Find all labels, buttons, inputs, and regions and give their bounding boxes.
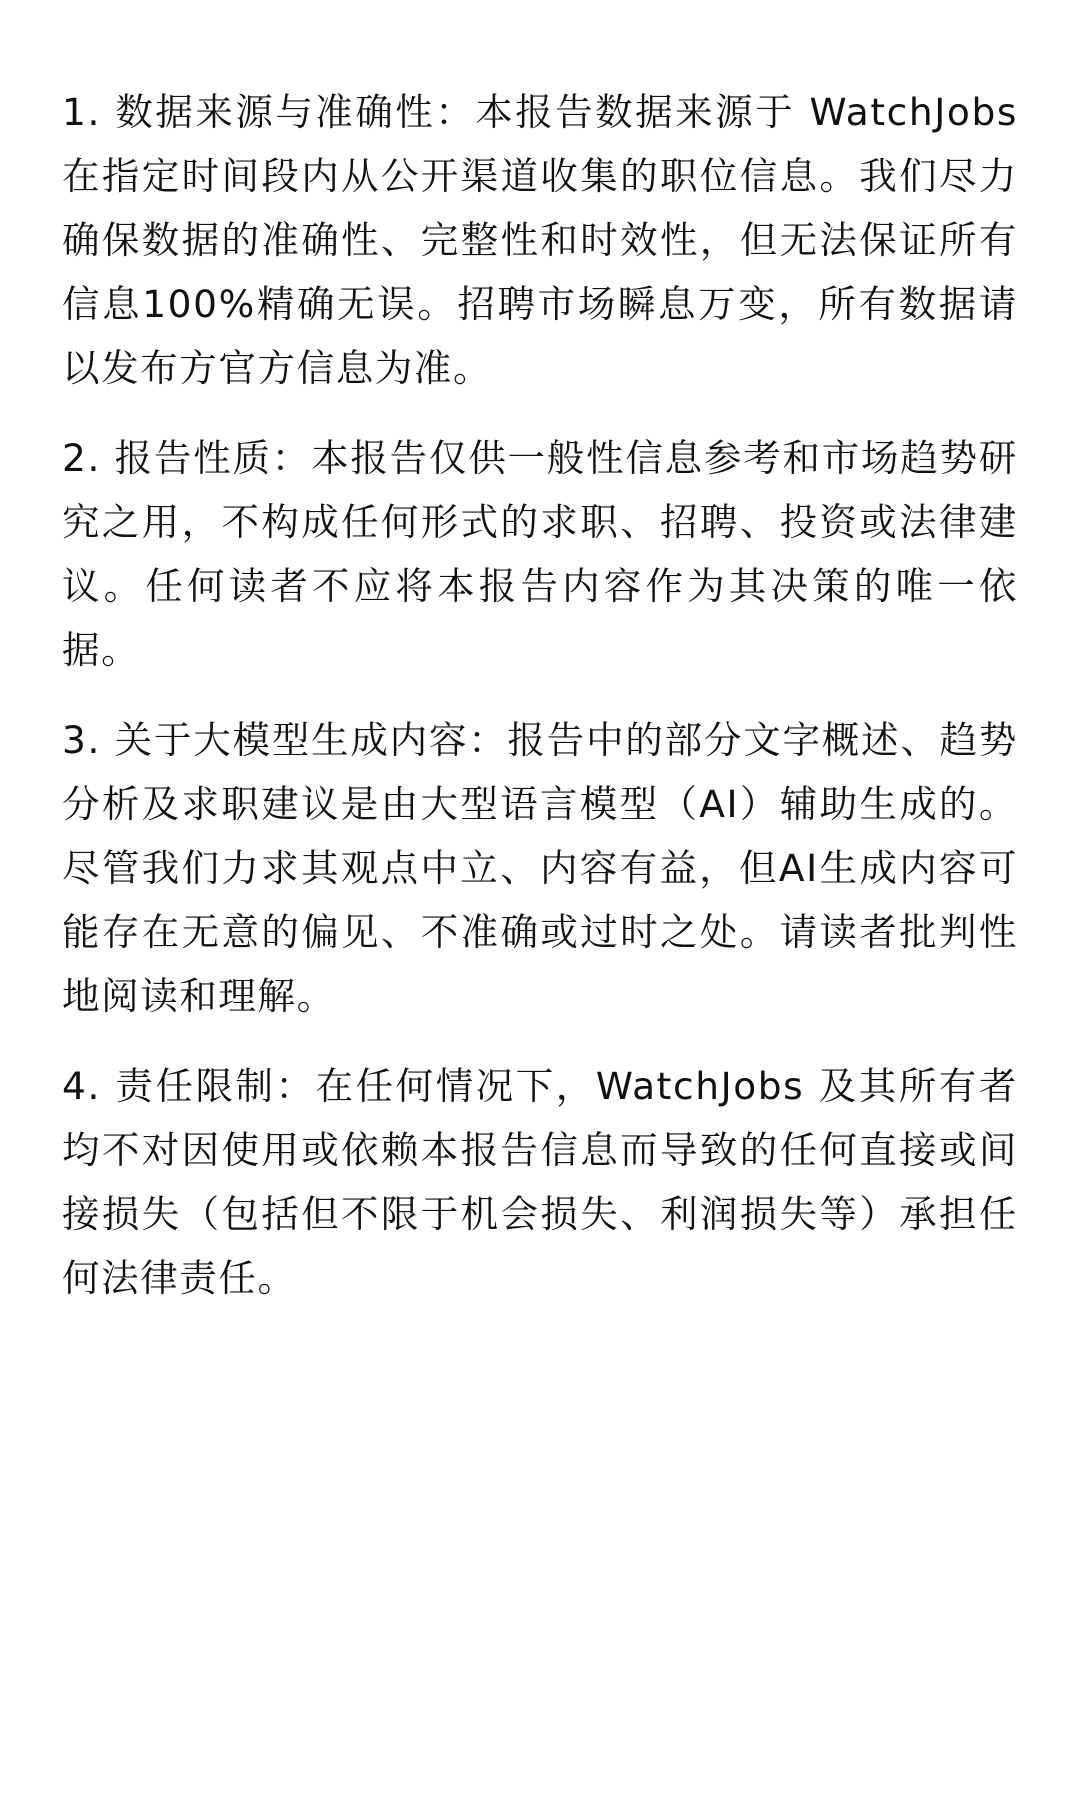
section-text: 4. 责任限制：在任何情况下，WatchJobs 及其所有者均不对因使用或依赖本报告信息而导致的任何直接或间接损失（包括但不限于机会损失、利润损失等）承担任何法律责任。 <box>62 1064 1018 1300</box>
section-text: 3. 关于大模型生成内容：报告中的部分文字概述、趋势分析及求职建议是由大型语言模型（AI）辅助生成的。尽管我们力求其观点中立、内容有益，但AI生成内容可能存在无意的偏见、不准确或过时之处。请读者批判性地阅读和理解。 <box>62 718 1018 1018</box>
section-report-nature <box>62 426 1018 682</box>
section-text: 1. 数据来源与准确性：本报告数据来源于 WatchJobs 在指定时间段内从公开渠道收集的职位信息。我们尽力确保数据的准确性、完整性和时效性，但无法保证所有信息100%精确无误。招聘市场瞬息万变，所有数据请以发布方官方信息为准。 <box>62 90 1018 390</box>
section-data-source <box>62 80 1018 400</box>
section-ai-content <box>62 708 1018 1028</box>
section-text: 2. 报告性质：本报告仅供一般性信息参考和市场趋势研究之用，不构成任何形式的求职、招聘、投资或法律建议。任何读者不应将本报告内容作为其决策的唯一依据。 <box>62 436 1018 672</box>
section-liability <box>62 1054 1018 1310</box>
